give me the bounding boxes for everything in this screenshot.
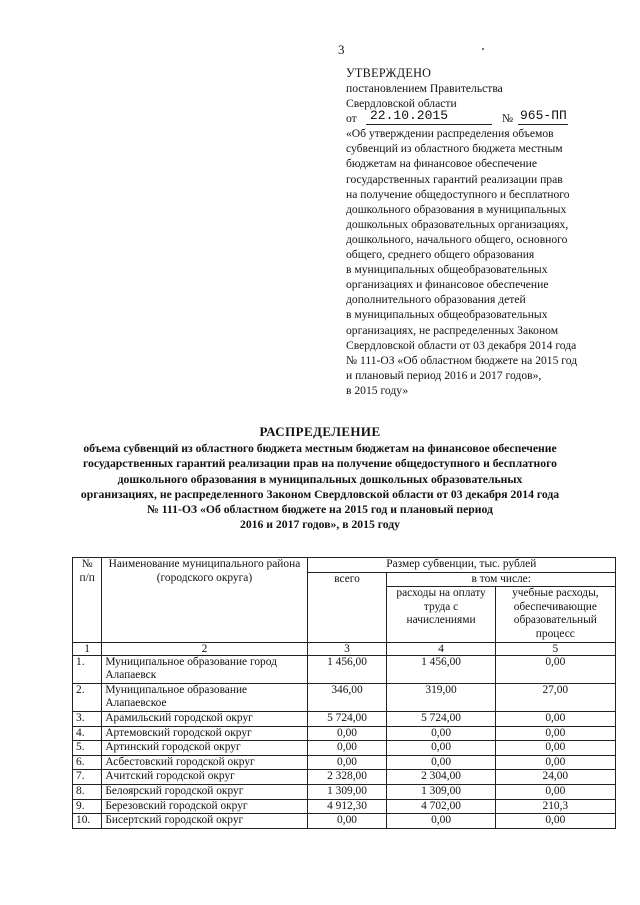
table-row	[73, 726, 616, 741]
approval-heading: УТВЕРЖДЕНО	[346, 66, 432, 80]
document-subtitle	[40, 441, 600, 532]
document-title: РАСПРЕДЕЛЕНИЕ	[259, 424, 381, 439]
column-number: 2	[102, 642, 307, 655]
table-row	[73, 711, 616, 726]
cell-total: 4 912,30	[307, 799, 387, 814]
subtitle-line: объема субвенций из областного бюджета местным бюджетам на финансовое обеспечение	[83, 442, 557, 456]
cell-edu: 0,00	[495, 784, 615, 799]
cell-pay: 1 456,00	[387, 655, 495, 683]
column-number-row	[73, 642, 616, 655]
cell-name: Артинский городской округ	[102, 741, 307, 756]
column-number: 1	[73, 642, 102, 655]
cell-total: 0,00	[307, 755, 387, 770]
cell-name: Березовский городской округ	[102, 799, 307, 814]
cell-num: 3.	[73, 711, 102, 726]
approval-description-line: № 111-ОЗ «Об областном бюджете на 2015 год	[346, 353, 578, 367]
cell-num: 1.	[73, 655, 102, 683]
cell-num: 6.	[73, 755, 102, 770]
cell-name: Муниципальное образование Алапаевское	[102, 683, 307, 711]
cell-num: 5.	[73, 741, 102, 756]
cell-pay: 0,00	[387, 755, 495, 770]
approval-description	[346, 126, 626, 398]
cell-edu: 0,00	[495, 655, 615, 683]
cell-edu: 0,00	[495, 711, 615, 726]
cell-total: 1 456,00	[307, 655, 387, 683]
approval-description-line: в 2015 году»	[346, 383, 409, 397]
approval-description-line: на получение общедоступного и бесплатного	[346, 187, 570, 201]
cell-total: 346,00	[307, 683, 387, 711]
approval-description-line: бюджетам на финансовое обеспечение	[346, 157, 538, 171]
cell-pay: 5 724,00	[387, 711, 495, 726]
column-number: 3	[307, 642, 387, 655]
table-row	[73, 770, 616, 785]
number-underline	[518, 124, 568, 125]
document-title-block	[40, 424, 600, 532]
cell-total: 0,00	[307, 741, 387, 756]
cell-edu: 24,00	[495, 770, 615, 785]
approval-description-line: организациях и финансовое обеспечение	[346, 278, 549, 292]
cell-num: 7.	[73, 770, 102, 785]
cell-total: 5 724,00	[307, 711, 387, 726]
cell-pay: 1 309,00	[387, 784, 495, 799]
approval-description-line: в муниципальных общеобразовательных	[346, 263, 548, 277]
approval-line-2: Свердловской области	[346, 97, 457, 111]
header-total: всего	[307, 572, 387, 642]
cell-pay: 4 702,00	[387, 799, 495, 814]
table-header-row-1	[73, 558, 616, 573]
cell-pay: 319,00	[387, 683, 495, 711]
approval-description-line: дошкольных образовательных организациях,	[346, 217, 569, 231]
table-row	[73, 814, 616, 829]
subtitle-line: 2016 и 2017 годов», в 2015 году	[239, 518, 401, 532]
cell-edu: 0,00	[495, 726, 615, 741]
table-row	[73, 799, 616, 814]
cell-edu: 0,00	[495, 755, 615, 770]
subtitle-line: организациях, не распределенного Законом Свердловской области от 03 декабря 2014 года	[80, 487, 560, 501]
approval-description-line: государственных гарантий реализации прав	[346, 172, 563, 186]
cell-pay: 0,00	[387, 741, 495, 756]
approval-description-line: субвенций из областного бюджета местным	[346, 142, 563, 156]
header-including: в том числе:	[387, 572, 616, 587]
date-underline	[366, 124, 492, 125]
subtitle-line: № 111-ОЗ «Об областном бюджете на 2015 год и плановый период	[147, 503, 493, 517]
page-number: 3	[338, 42, 345, 57]
table-row	[73, 683, 616, 711]
cell-pay: 0,00	[387, 726, 495, 741]
approval-description-line: «Об утверждении распределения объемов	[346, 127, 554, 141]
approval-stamp-block	[346, 66, 626, 398]
cell-name: Муниципальное образование город Алапаевск	[102, 655, 307, 683]
table-row	[73, 655, 616, 683]
approval-description-line: дошкольного образования в муниципальных	[346, 202, 567, 216]
cell-edu: 27,00	[495, 683, 615, 711]
approval-number: 965-ПП	[520, 108, 567, 124]
header-edu: учебные расходы, обеспечивающие образовательный процесс	[495, 587, 615, 642]
cell-name: Ачитский городской округ	[102, 770, 307, 785]
cell-total: 0,00	[307, 814, 387, 829]
approval-description-line: в муниципальных общеобразовательных	[346, 308, 548, 322]
approval-date-line	[346, 108, 626, 126]
cell-name: Арамильский городской округ	[102, 711, 307, 726]
cell-num: 4.	[73, 726, 102, 741]
approval-description-line: и плановый период 2016 и 2017 годов»,	[346, 368, 542, 382]
number-label: №	[502, 112, 514, 126]
approval-description-line: Свердловской области от 03 декабря 2014 года	[346, 338, 577, 352]
column-number: 5	[495, 642, 615, 655]
approval-line-1: постановлением Правительства	[346, 82, 503, 96]
cell-pay: 2 304,00	[387, 770, 495, 785]
distribution-table	[72, 557, 616, 829]
cell-edu: 210,3	[495, 799, 615, 814]
header-pay: расходы на оплату труда с начислениями	[387, 587, 495, 642]
cell-num: 10.	[73, 814, 102, 829]
cell-num: 2.	[73, 683, 102, 711]
cell-num: 9.	[73, 799, 102, 814]
table-row	[73, 755, 616, 770]
cell-name: Артемовский городской округ	[102, 726, 307, 741]
approval-description-line: общего, среднего общего образования	[346, 248, 535, 262]
header-name: Наименование муниципального района (городского округа)	[102, 558, 307, 643]
column-number: 4	[387, 642, 495, 655]
approval-date: 22.10.2015	[370, 108, 449, 124]
cell-edu: 0,00	[495, 814, 615, 829]
approval-description-line: организациях, не распределенных Законом	[346, 323, 559, 337]
header-num: № п/п	[73, 558, 102, 643]
table-row	[73, 784, 616, 799]
subtitle-line: дошкольного образования в муниципальных дошкольных образовательных	[117, 472, 523, 486]
cell-name: Асбестовский городской округ	[102, 755, 307, 770]
cell-name: Белоярский городской округ	[102, 784, 307, 799]
cell-name: Бисертский городской округ	[102, 814, 307, 829]
cell-num: 8.	[73, 784, 102, 799]
cell-total: 2 328,00	[307, 770, 387, 785]
header-size: Размер субвенции, тыс. рублей	[307, 558, 615, 573]
cell-pay: 0,00	[387, 814, 495, 829]
approval-description-line: дополнительного образования детей	[346, 293, 526, 307]
scan-speck	[482, 48, 484, 50]
cell-total: 1 309,00	[307, 784, 387, 799]
cell-total: 0,00	[307, 726, 387, 741]
approval-description-line: дошкольного, начального общего, основного	[346, 232, 568, 246]
subtitle-line: государственных гарантий реализации прав на получение общедоступного и бесплатного	[83, 457, 557, 471]
table-row	[73, 741, 616, 756]
from-label: от	[346, 112, 357, 126]
cell-edu: 0,00	[495, 741, 615, 756]
